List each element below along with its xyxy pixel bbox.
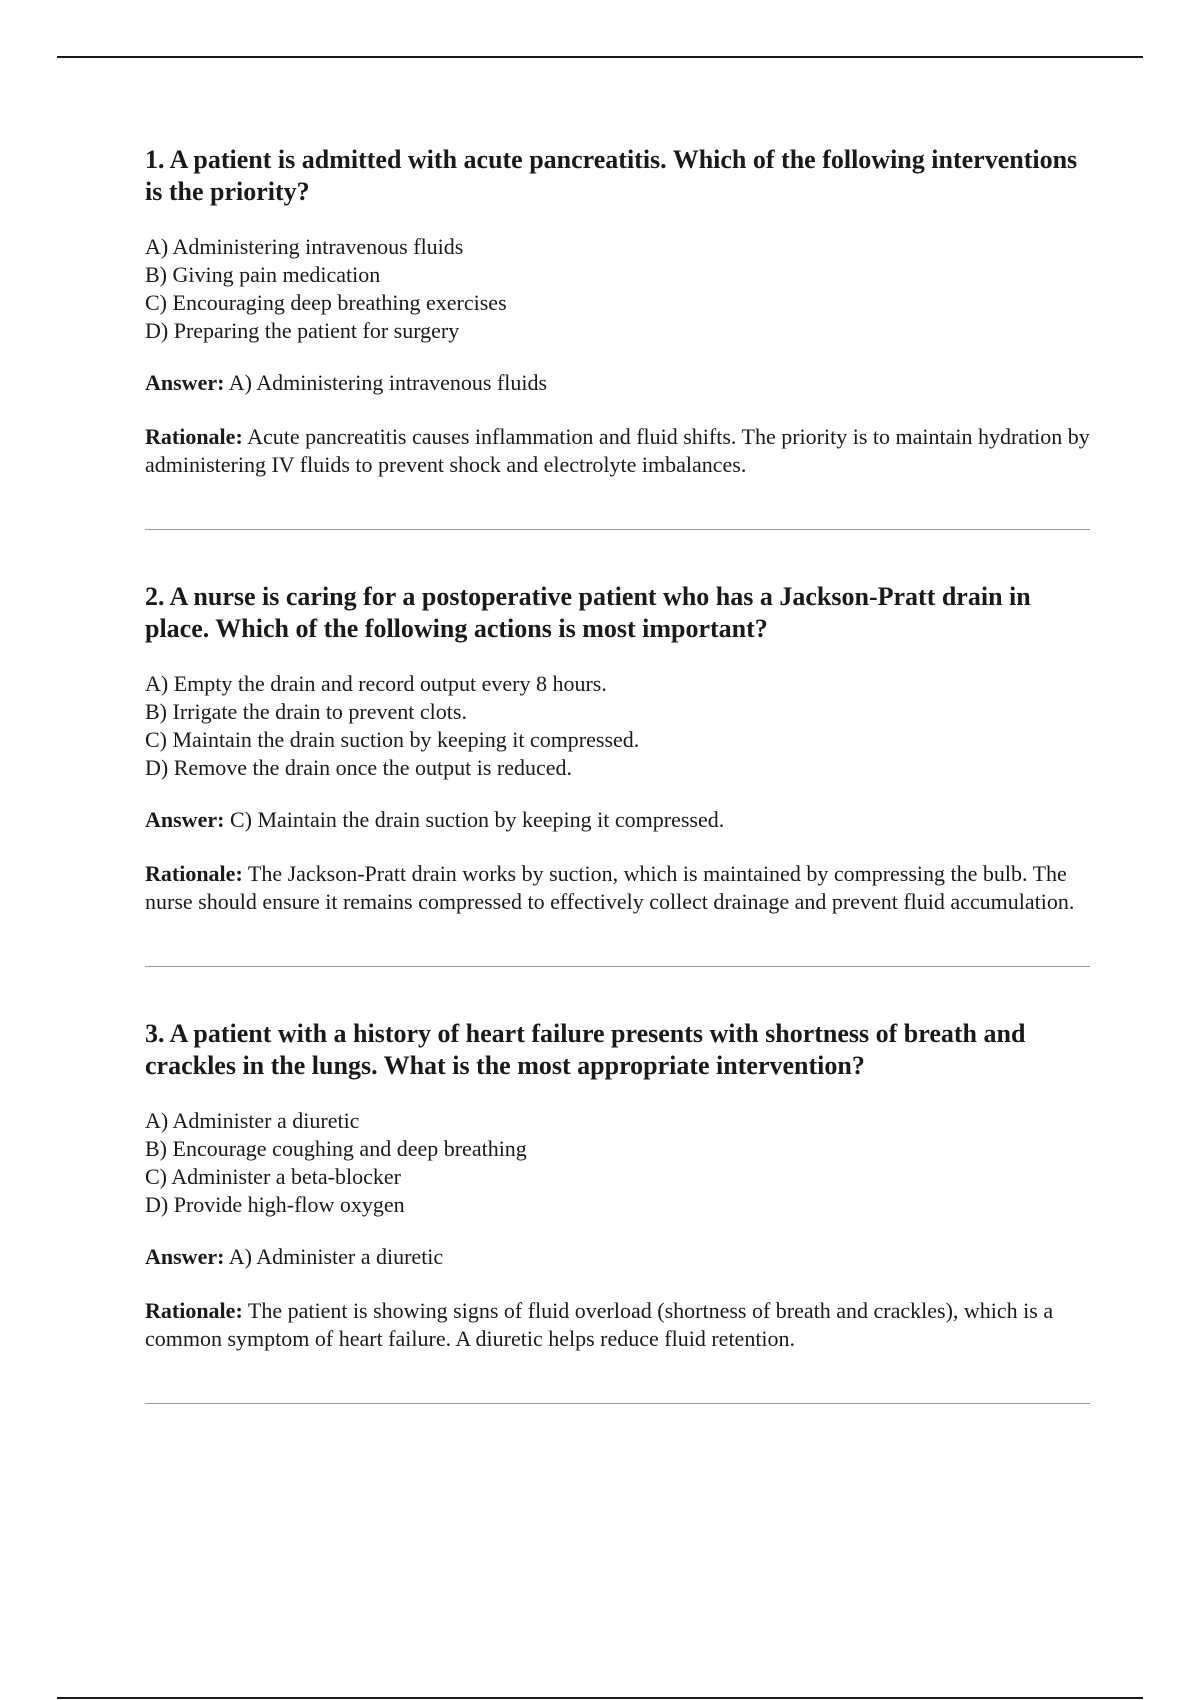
option-b: B) Giving pain medication	[145, 262, 381, 287]
rationale-text: The patient is showing signs of fluid overload (shortness of breath and crackles), which is a common symptom of heart failure. A diuretic helps reduce fluid retention.	[145, 1298, 1054, 1351]
option-list	[145, 670, 1090, 782]
answer-label: Answer:	[145, 370, 225, 395]
option-d: D) Provide high-flow oxygen	[145, 1192, 405, 1217]
option-c: C) Maintain the drain suction by keeping it compressed.	[145, 727, 640, 752]
question-divider	[145, 1403, 1090, 1404]
option-b: B) Encourage coughing and deep breathing	[145, 1136, 527, 1161]
rationale-text: The Jackson-Pratt drain works by suction, which is maintained by compressing the bulb. The nurse should ensure it remains compressed to effectively collect drainage and prevent fluid accumulation.	[145, 861, 1075, 914]
page-top-rule	[57, 56, 1143, 58]
rationale	[145, 423, 1090, 479]
option-a: A) Administering intravenous fluids	[145, 234, 464, 259]
option-list	[145, 233, 1090, 345]
rationale-text: Acute pancreatitis causes inflammation and fluid shifts. The priority is to maintain hydration by administering IV fluids to prevent shock and electrolyte imbalances.	[145, 424, 1090, 477]
answer	[145, 1243, 1090, 1271]
question-2	[145, 581, 1090, 916]
option-a: A) Administer a diuretic	[145, 1108, 360, 1133]
option-c: C) Administer a beta-blocker	[145, 1164, 401, 1189]
rationale	[145, 860, 1090, 916]
rationale-label: Rationale:	[145, 1298, 243, 1323]
question-divider	[145, 529, 1090, 530]
answer	[145, 806, 1090, 834]
question-divider	[145, 966, 1090, 967]
page-bottom-rule	[57, 1697, 1143, 1699]
answer-text: C) Maintain the drain suction by keeping it compressed.	[229, 807, 725, 832]
option-b: B) Irrigate the drain to prevent clots.	[145, 699, 467, 724]
option-c: C) Encouraging deep breathing exercises	[145, 290, 507, 315]
answer-text: A) Administering intravenous fluids	[228, 370, 548, 395]
rationale	[145, 1297, 1090, 1353]
option-a: A) Empty the drain and record output every 8 hours.	[145, 671, 607, 696]
answer-label: Answer:	[145, 1244, 225, 1269]
answer-text: A) Administer a diuretic	[228, 1244, 444, 1269]
question-title: 3. A patient with a history of heart failure presents with shortness of breath and crackles in the lungs. What is the most appropriate intervention?	[145, 1019, 1026, 1080]
question-title: 2. A nurse is caring for a postoperative patient who has a Jackson-Pratt drain in place. Which of the following actions is most important?	[145, 582, 1031, 643]
rationale-label: Rationale:	[145, 424, 243, 449]
question-title: 1. A patient is admitted with acute pancreatitis. Which of the following interventions is the priority?	[145, 145, 1078, 206]
answer	[145, 369, 1090, 397]
option-d: D) Remove the drain once the output is reduced.	[145, 755, 573, 780]
question-3	[145, 1018, 1090, 1353]
answer-label: Answer:	[145, 807, 225, 832]
rationale-label: Rationale:	[145, 861, 243, 886]
question-1	[145, 144, 1090, 479]
option-d: D) Preparing the patient for surgery	[145, 318, 460, 343]
document-content	[145, 144, 1090, 1455]
option-list	[145, 1107, 1090, 1219]
